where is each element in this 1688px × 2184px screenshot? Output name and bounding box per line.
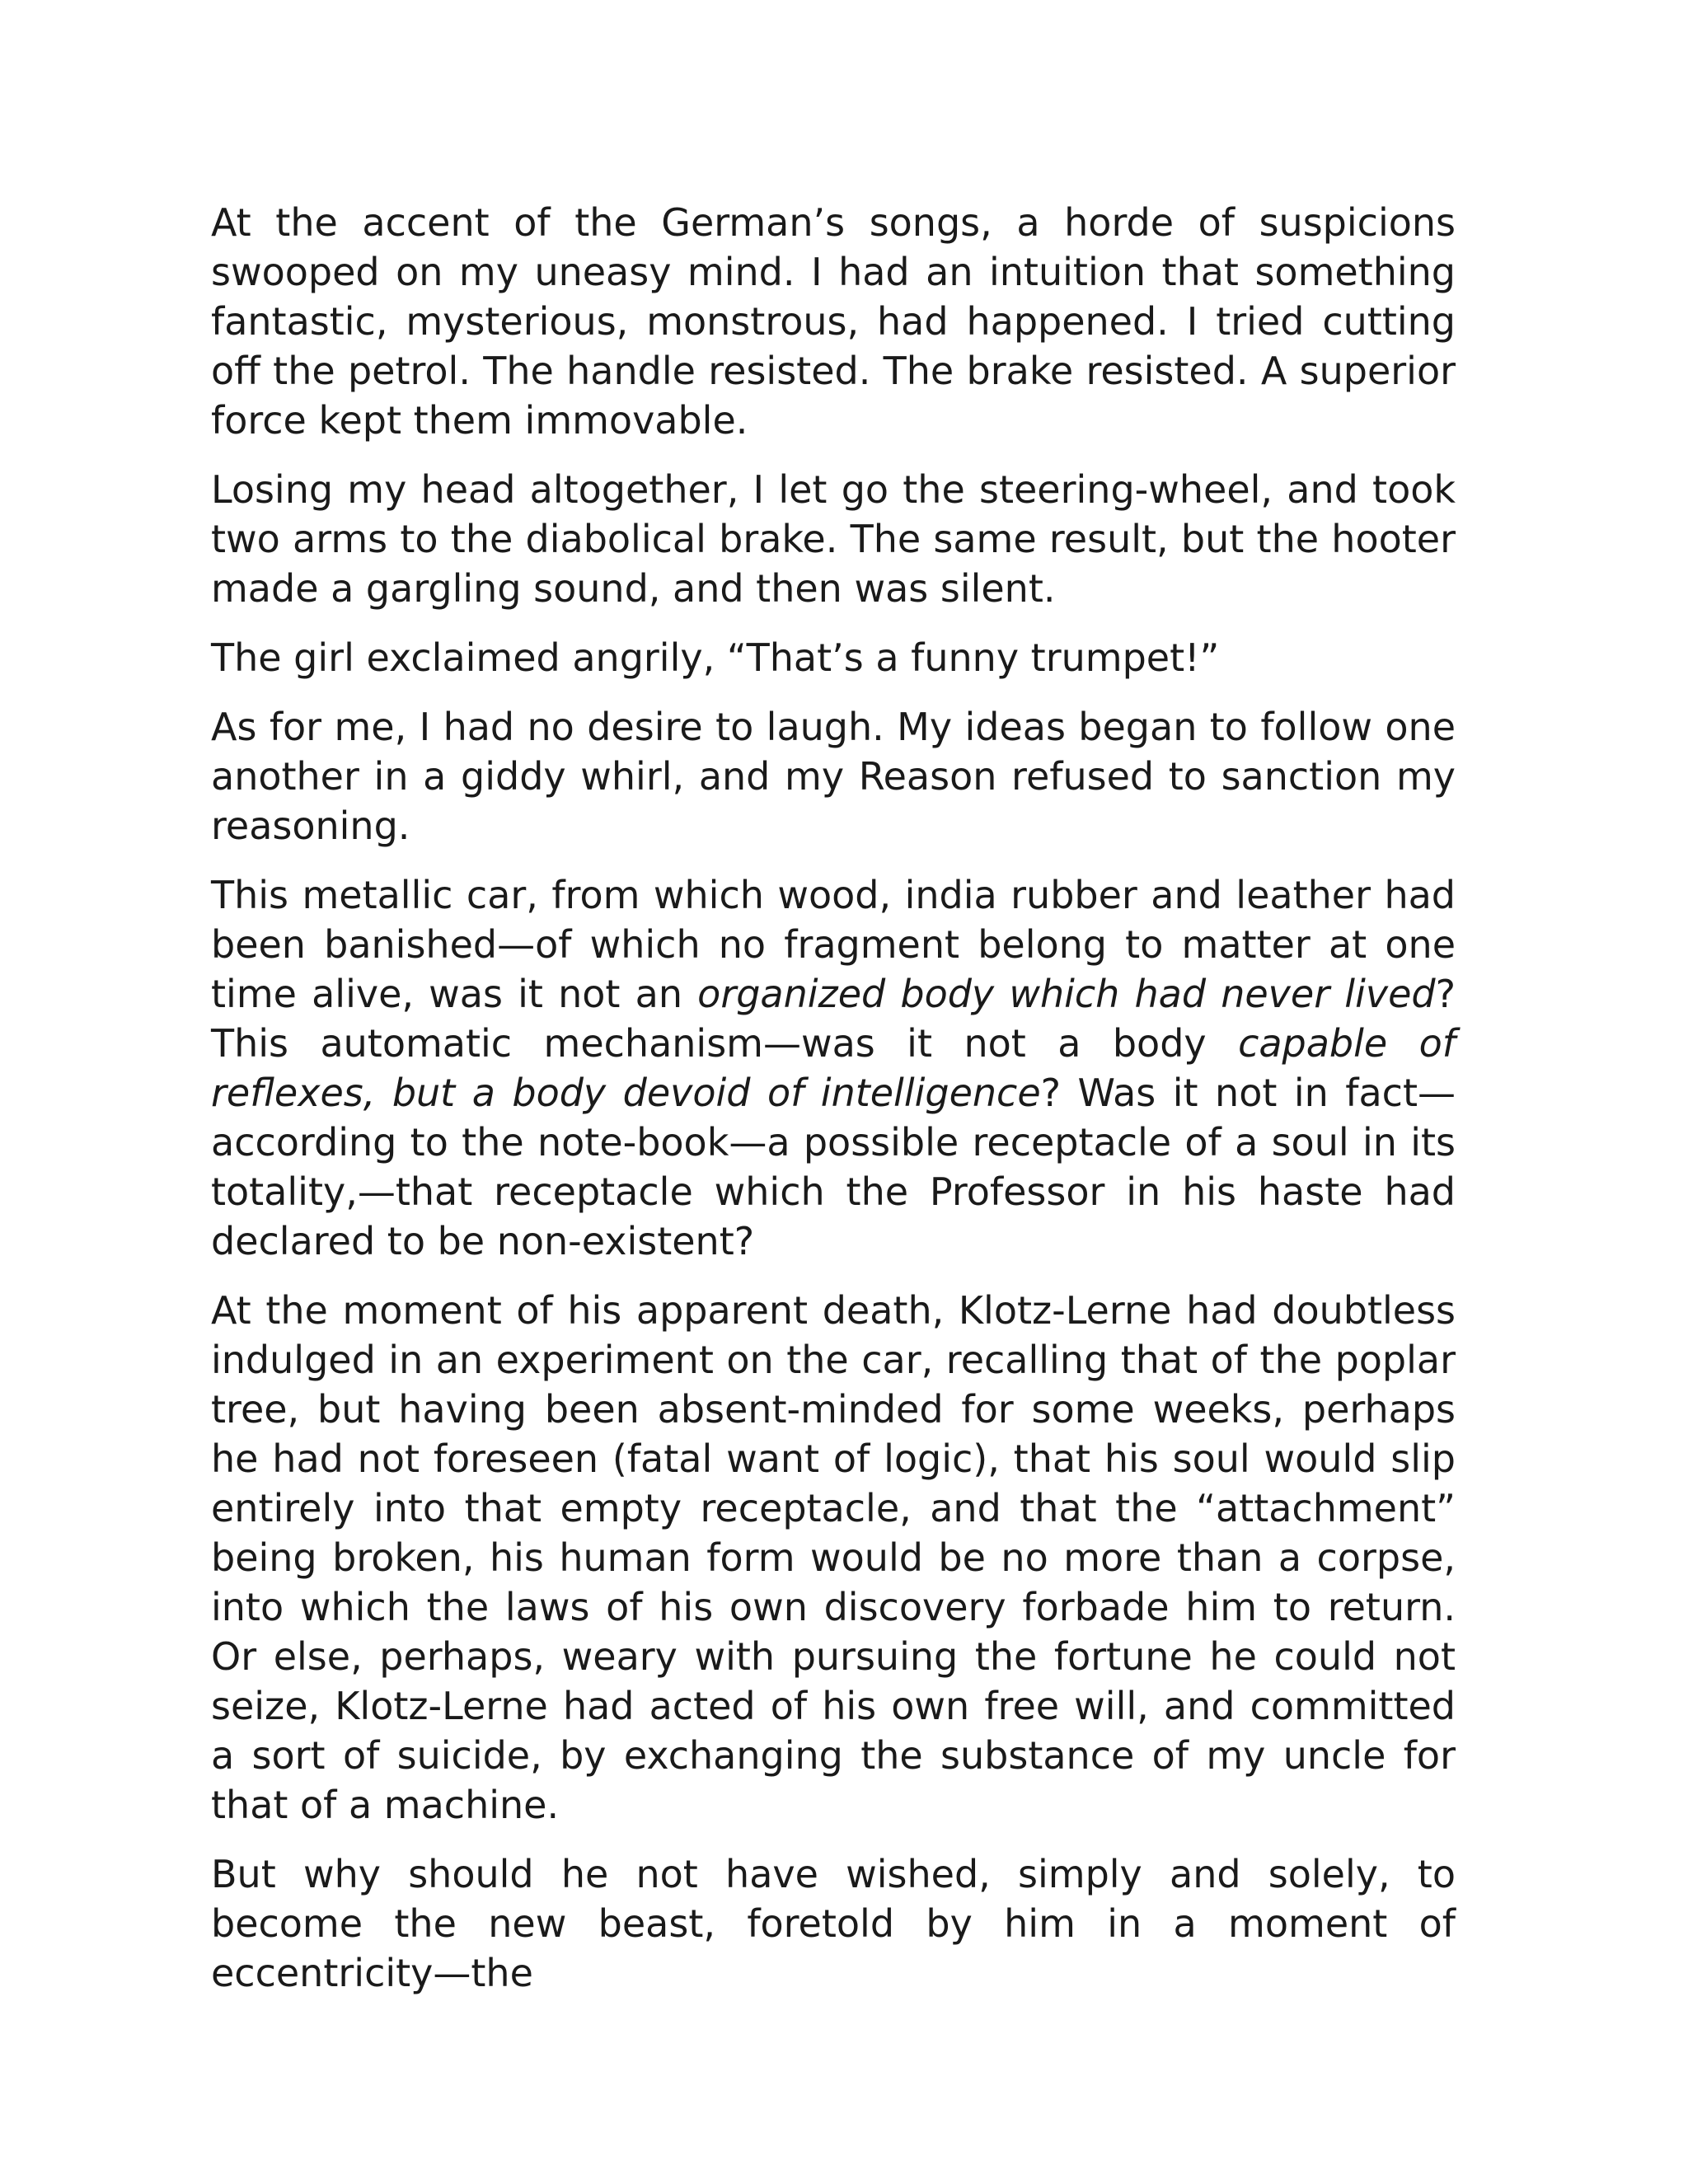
paragraph-1-text: At the accent of the German’s songs, a horde of suspicions swooped on my uneasy mind. I had an intuition that something fantastic, mysterious, monstrous, had happened. I tried cutting off the petrol. The handle resisted. The brake resisted. A superior force kept them immovable.: [211, 200, 1456, 443]
paragraph-3-text: The girl exclaimed angrily, “That’s a funny trumpet!”: [211, 635, 1220, 680]
paragraph-5-italic-b: capable of reflexes, but a body devoid of intelligence: [211, 1021, 1456, 1115]
paragraph-5-text-b: ? This automatic mechanism—was it not a body: [211, 972, 1456, 1066]
paragraph-7: [211, 1849, 1456, 1998]
body-text: [211, 198, 1456, 1998]
paragraph-3: [211, 633, 1456, 682]
paragraph-5-text-a: This metallic car, from which wood, india rubber and leather had been banished—of which no fragment belong to matter at one time alive, was it not an: [211, 873, 1456, 1016]
paragraph-5-text-c: ? Was it not in fact—according to the note-book—a possible receptacle of a soul in its totality,—that receptacle which the Professor in his haste had declared to be non-existent?: [211, 1071, 1456, 1263]
paragraph-4-text: As for me, I had no desire to laugh. My ideas began to follow one another in a giddy whirl, and my Reason refused to sanction my reasoning.: [211, 705, 1456, 848]
paragraph-6-text: At the moment of his apparent death, Klotz-Lerne had doubtless indulged in an experiment on the car, recalling that of the poplar tree, but having been absent-minded for some weeks, perhaps he had not foreseen (fatal want of logic), that his soul would slip entirely into that empty receptacle, and that the “attachment” being broken, his human form would be no more than a corpse, into which the laws of his own discovery forbade him to return. Or else, perhaps, weary with pursuing the fortune he could not seize, Klotz-Lerne had acted of his own free will, and committed a sort of suicide, by exchanging the substance of my uncle for that of a machine.: [211, 1288, 1456, 1827]
paragraph-6: [211, 1286, 1456, 1830]
paragraph-4: [211, 702, 1456, 851]
paragraph-5-italic-a: organized body which had never lived: [697, 972, 1436, 1016]
paragraph-1: [211, 198, 1456, 445]
paragraph-7-text: But why should he not have wished, simply and solely, to become the new beast, foretold by him in a moment of eccentricity—the: [211, 1852, 1456, 1995]
paragraph-2: [211, 465, 1456, 613]
paragraph-2-text: Losing my head altogether, I let go the steering-wheel, and took two arms to the diabolical brake. The same result, but the hooter made a gargling sound, and then was silent.: [211, 467, 1456, 611]
paragraph-5: [211, 870, 1456, 1266]
